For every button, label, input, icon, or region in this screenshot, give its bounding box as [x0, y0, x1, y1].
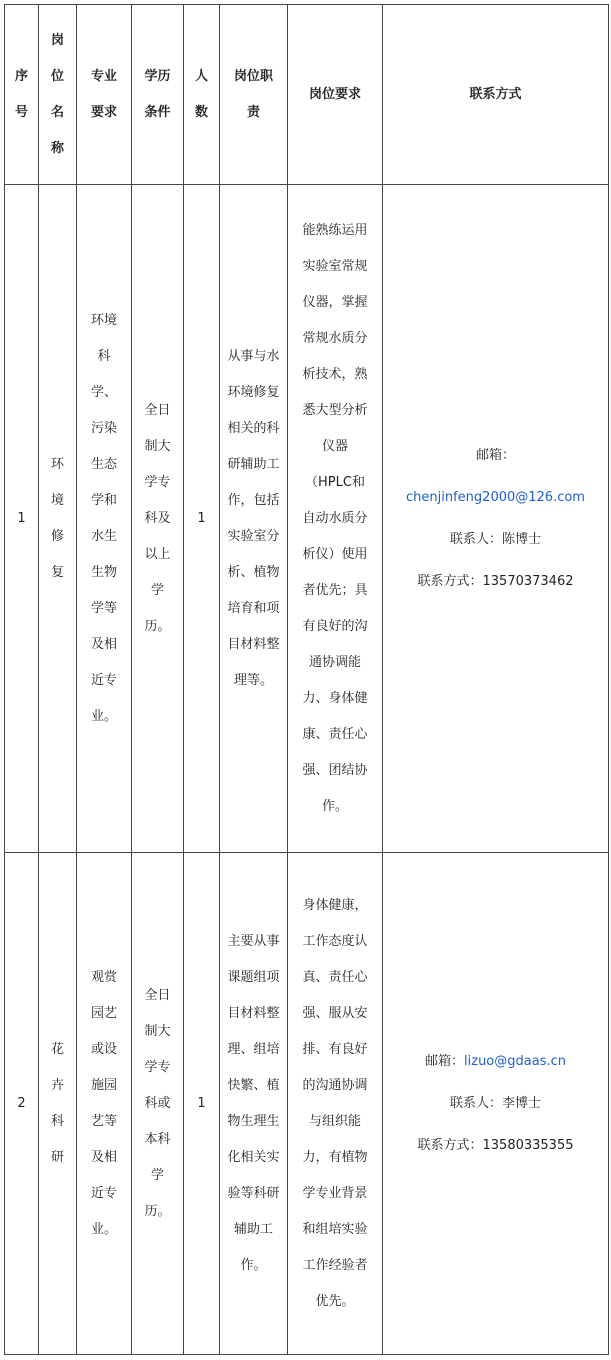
header-title: 岗位名称 [39, 5, 77, 185]
contact-phone: 联系方式：13570373462 [417, 573, 574, 589]
cell-req: 身体健康，工作态度认真、责任心强、服从安排、有良好的沟通协调与组织能力，有植物学专业背景和组培实验工作经验者优先。 [288, 853, 383, 1355]
email-link[interactable]: chenjinfeng2000@126.com [406, 489, 585, 505]
cell-count: 1 [184, 853, 220, 1355]
header-contact: 联系方式 [383, 5, 609, 185]
email-link[interactable]: lizuo@gdaas.cn [464, 1053, 566, 1069]
cell-edu: 全日制大学专科或本科学历。 [132, 853, 184, 1355]
contact-phone: 联系方式：13580335355 [417, 1137, 574, 1153]
cell-contact [383, 185, 609, 853]
header-req: 岗位要求 [288, 5, 383, 185]
cell-seq: 2 [5, 853, 39, 1355]
cell-duty: 主要从事课题组项目材料整理、组培快繁、植物生理生化相关实验等科研辅助工作。 [220, 853, 288, 1355]
cell-duty: 从事与水环境修复相关的科研辅助工作，包括实验室分析、植物培育和项目材料整理等。 [220, 185, 288, 853]
header-major: 专业要求 [77, 5, 132, 185]
header-duty: 岗位职责 [220, 5, 288, 185]
cell-req: 能熟练运用实验室常规仪器，掌握常规水质分析技术，熟悉大型分析仪器（HPLC和自动水质分析仪）使用者优先；具有良好的沟通协调能力、身体健康、责任心强、团结协作。 [288, 185, 383, 853]
job-table [4, 4, 609, 1355]
cell-major: 观赏园艺或设施园艺等及相近专业。 [77, 853, 132, 1355]
contact-person: 联系人：李博士 [449, 1095, 541, 1111]
table-header-row [5, 5, 609, 185]
cell-seq: 1 [5, 185, 39, 853]
table-row [5, 853, 609, 1355]
email-label: 邮箱： [425, 1053, 465, 1069]
cell-edu: 全日制大学专科及以上学历。 [132, 185, 184, 853]
header-edu: 学历条件 [132, 5, 184, 185]
table-row [5, 185, 609, 853]
contact-person: 联系人：陈博士 [449, 531, 541, 547]
header-count: 人数 [184, 5, 220, 185]
email-label: 邮箱： [475, 447, 515, 463]
header-seq: 序号 [5, 5, 39, 185]
cell-contact [383, 853, 609, 1355]
cell-count: 1 [184, 185, 220, 853]
cell-title: 花卉科研 [39, 853, 77, 1355]
cell-major: 环境科学、污染生态学和水生生物学等及相近专业。 [77, 185, 132, 853]
cell-title: 环境修复 [39, 185, 77, 853]
email-line [387, 1048, 604, 1076]
